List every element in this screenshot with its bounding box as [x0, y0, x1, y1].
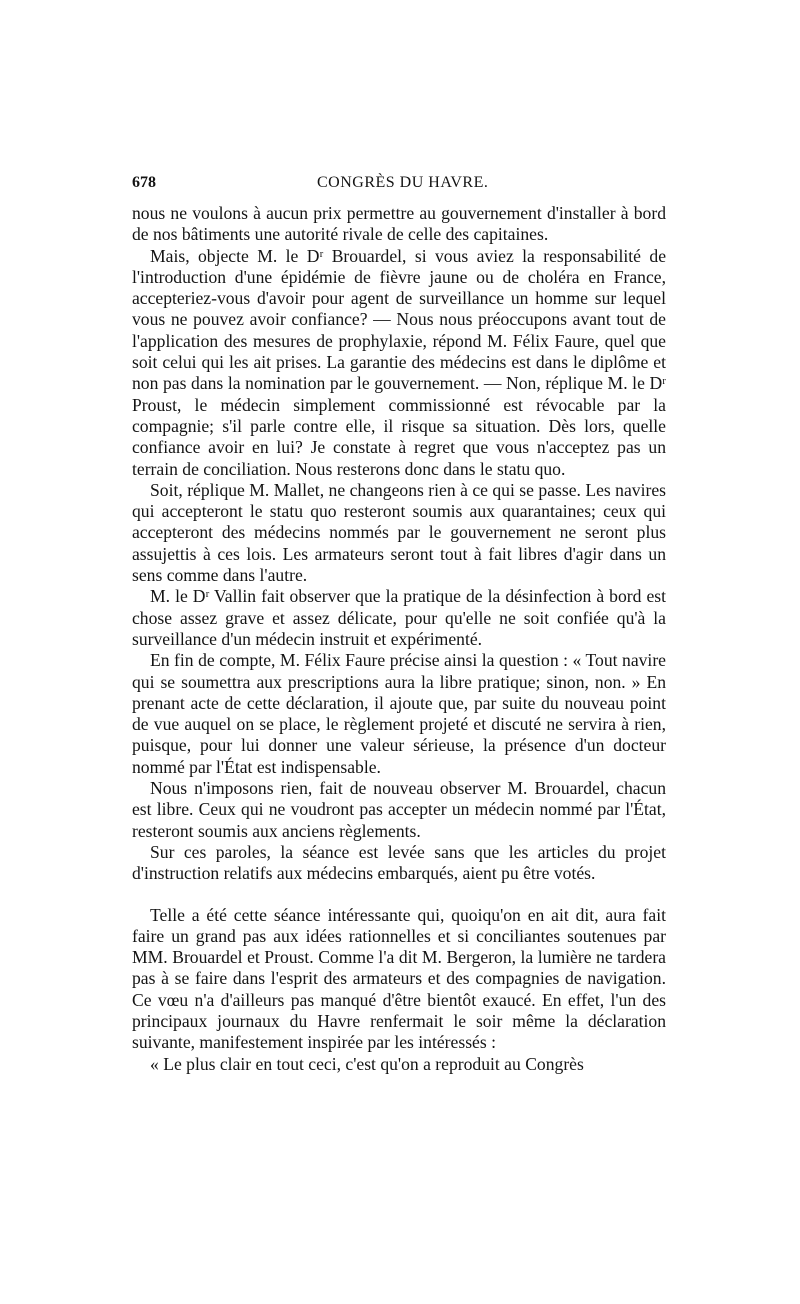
paragraph-mallet-reply: Soit, réplique M. Mallet, ne changeons rien à ce qui se passe. Les navires qui accepteront le statu quo resteront soumis aux quarantaines; ceux qui accepteront des médecins nommés par le gouvernement ne seront plus assujettis à ces lois. Les armateurs seront tout à fait libres d'agir dans un sens comme dans l'autre.	[132, 479, 666, 586]
paragraph-brouardel-reply: Nous n'imposons rien, fait de nouveau observer M. Brouardel, chacun est libre. Ceux qui ne voudront pas accepter un médecin nommé par l'État, resteront soumis aux anciens règlements.	[132, 778, 666, 841]
running-title: CONGRÈS DU HAVRE.	[317, 174, 489, 191]
paragraph-brouardel-objection: Mais, objecte M. le Dʳ Brouardel, si vous aviez la responsabilité de l'introduction d'une épidémie de fièvre jaune ou de choléra en France, accepteriez-vous d'avoir pour agent de surveillance un homme sur lequel vous ne pouvez avoir confiance? — Nous nous préoccupons avant tout de l'application des mesures de prophylaxie, répond M. Félix Faure, quel que soit celui qui les ait prises. La garantie des médecins est dans le diplôme et non pas dans la nomination par le gouvernement. — Non, réplique M. le Dʳ Proust, le médecin simplement commissionné est révocable par la compagnie; s'il parle contre elle, il risque sa situation. Dès lors, quelle confiance avoir en lui? Je constate à regret que vous n'acceptez pas un terrain de conciliation. Nous resterons donc dans le statu quo.	[132, 245, 666, 479]
page-number: 678	[132, 174, 156, 191]
paragraph-continuation: nous ne voulons à aucun prix permettre au gouvernement d'installer à bord de nos bâtiments une autorité rivale de celle des capitaines.	[132, 203, 666, 245]
page-header	[132, 174, 668, 198]
paragraph-session-closed: Sur ces paroles, la séance est levée sans que les articles du projet d'instruction relatifs aux médecins embarqués, aient pu être votés.	[132, 841, 666, 884]
paragraph-conclusion: Telle a été cette séance intéressante qui, quoiqu'on en ait dit, aura fait faire un grand pas aux idées rationnelles et si conciliantes soutenues par MM. Brouardel et Proust. Comme l'a dit M. Bergeron, la lumière ne tardera pas à se faire dans l'esprit des armateurs et des compagnies de navigation. Ce vœu n'a d'ailleurs pas manqué d'être bientôt exaucé. En effet, l'un des principaux journaux du Havre renfermait le soir même la déclaration suivante, manifestement inspirée par les intéressés :	[132, 904, 666, 1053]
body-text	[132, 203, 666, 1075]
paragraph-quotation-start: « Le plus clair en tout ceci, c'est qu'on a reproduit au Congrès	[150, 1053, 584, 1074]
paragraph-vallin-observation: M. le Dʳ Vallin fait observer que la pratique de la désinfection à bord est chose assez grave et assez délicate, pour qu'elle ne soit confiée qu'à la surveillance d'un médecin instruit et expérimenté.	[132, 586, 666, 649]
paragraph-faure-question: En fin de compte, M. Félix Faure précise ainsi la question : « Tout navire qui se soumettra aux prescriptions aura la libre pratique; sinon, non. » En prenant acte de cette déclaration, il ajoute que, par suite du nouveau point de vue auquel on se place, le règlement projeté et discuté ne servira à rien, puisque, pour lui donner une valeur sérieuse, la présence d'un docteur nommé par l'État est indispensable.	[132, 650, 666, 777]
